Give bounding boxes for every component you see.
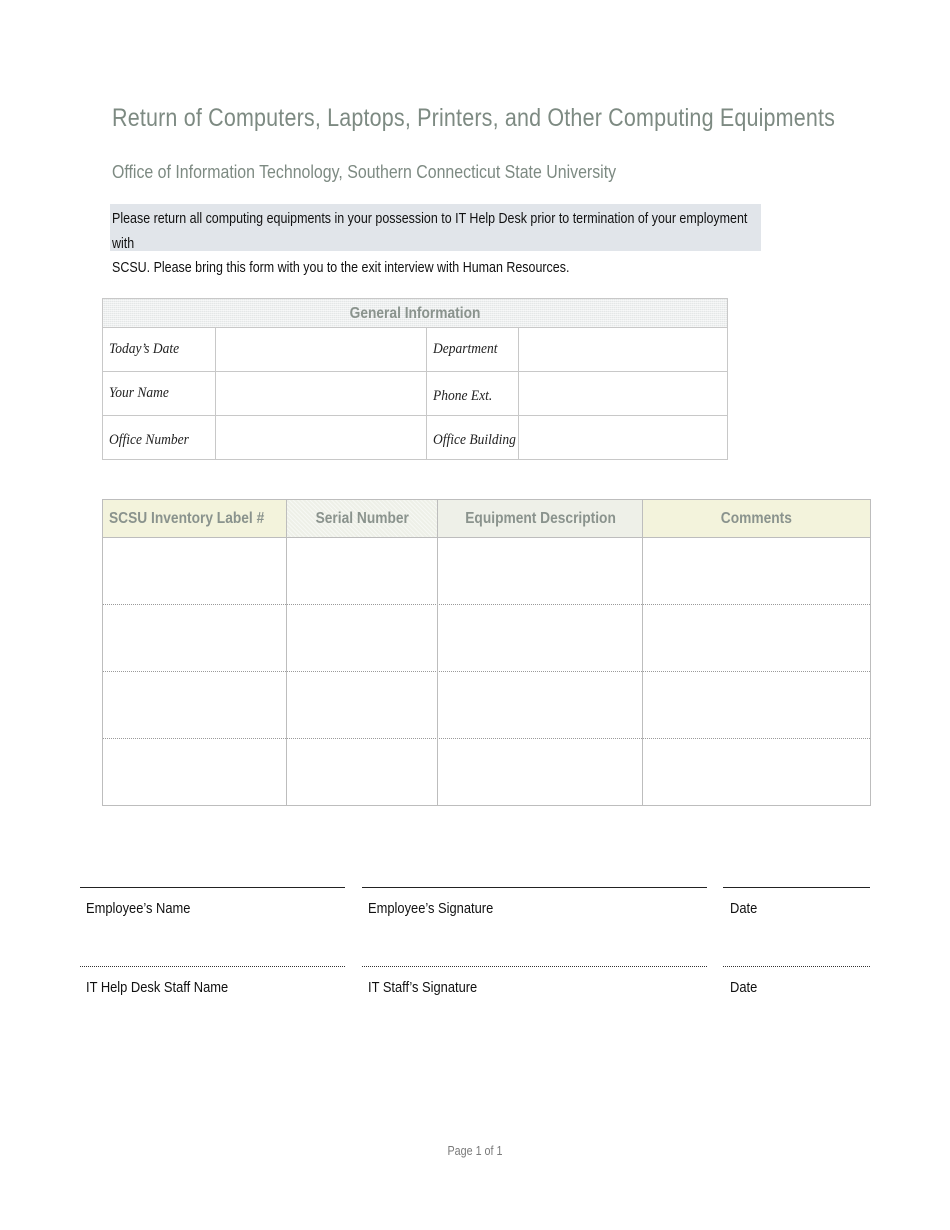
general-information-heading	[103, 299, 727, 328]
column-divider	[642, 500, 643, 805]
employee-name-line[interactable]	[80, 887, 345, 888]
inventory-table-header	[103, 500, 870, 538]
table-row	[103, 538, 870, 605]
page-footer	[0, 1142, 950, 1160]
staff-date-label: Date	[730, 979, 758, 996]
inventory-label-cell[interactable]	[103, 672, 287, 738]
employee-date-line[interactable]	[723, 887, 870, 888]
column-header-serial-number	[287, 500, 438, 537]
equipment-description-cell[interactable]	[438, 538, 643, 604]
comments-cell[interactable]	[643, 739, 870, 805]
serial-number-cell[interactable]	[287, 739, 438, 805]
column-divider	[437, 500, 438, 805]
column-header-text: SCSU Inventory Label #	[109, 510, 265, 527]
staff-name-label: IT Help Desk Staff Name	[86, 979, 229, 996]
row-divider	[103, 604, 870, 605]
general-information-heading-text: General Information	[349, 305, 481, 322]
comments-cell[interactable]	[643, 538, 870, 604]
employee-name-label: Employee’s Name	[86, 900, 191, 917]
equipment-description-cell[interactable]	[438, 605, 643, 671]
staff-signature-line[interactable]	[362, 966, 707, 967]
comments-cell[interactable]	[643, 672, 870, 738]
equipment-description-cell[interactable]	[438, 672, 643, 738]
your-name-label: Your Name	[109, 385, 169, 401]
column-header-comments	[643, 500, 870, 537]
equipment-description-cell[interactable]	[438, 739, 643, 805]
row-divider	[103, 671, 870, 672]
employee-date-label: Date	[730, 900, 758, 917]
inventory-label-cell[interactable]	[103, 538, 287, 604]
phone-ext-field[interactable]	[520, 374, 726, 414]
column-header-inventory-label	[103, 500, 287, 537]
your-name-field[interactable]	[217, 374, 425, 414]
column-header-text: Serial Number	[315, 510, 410, 527]
column-divider	[286, 500, 287, 805]
serial-number-cell[interactable]	[287, 672, 438, 738]
column-header-equipment-description	[438, 500, 643, 537]
page-number: Page 1 of 1	[447, 1144, 503, 1158]
equipment-inventory-table	[102, 499, 871, 806]
column-header-text: Equipment Description	[465, 510, 616, 527]
instructions-text: Please return all computing equipments in your possession to IT Help Desk prior to termination of your employment with SCSU. Please bring this form with you to the exit interview with Human Resources.	[112, 211, 748, 276]
page-subtitle: Office of Information Technology, Southern Connecticut State University	[112, 161, 617, 182]
office-number-field[interactable]	[217, 418, 425, 458]
page-title: Return of Computers, Laptops, Printers, and Other Computing Equipments	[112, 104, 836, 132]
todays-date-field[interactable]	[217, 330, 425, 370]
office-building-label: Office Building	[433, 432, 516, 448]
column-divider	[518, 328, 519, 459]
todays-date-label: Today’s Date	[109, 341, 180, 357]
inventory-label-cell[interactable]	[103, 605, 287, 671]
table-row	[103, 672, 870, 739]
staff-name-line[interactable]	[80, 966, 345, 967]
inventory-label-cell[interactable]	[103, 739, 287, 805]
instructions-box	[110, 204, 761, 276]
office-building-field[interactable]	[520, 418, 726, 458]
staff-signature-label: IT Staff’s Signature	[368, 979, 478, 996]
general-information-table	[102, 298, 728, 460]
column-header-text: Comments	[720, 510, 793, 527]
serial-number-cell[interactable]	[287, 538, 438, 604]
column-divider	[426, 328, 427, 459]
serial-number-cell[interactable]	[287, 605, 438, 671]
department-label: Department	[433, 341, 498, 357]
phone-ext-label: Phone Ext.	[433, 388, 493, 404]
row-divider	[103, 738, 870, 739]
office-number-label: Office Number	[109, 432, 189, 448]
table-row	[103, 605, 870, 672]
column-divider	[215, 328, 216, 459]
department-field[interactable]	[520, 330, 726, 370]
comments-cell[interactable]	[643, 605, 870, 671]
staff-date-line[interactable]	[723, 966, 870, 967]
employee-signature-line[interactable]	[362, 887, 707, 888]
table-row	[103, 739, 870, 806]
employee-signature-label: Employee’s Signature	[368, 900, 494, 917]
